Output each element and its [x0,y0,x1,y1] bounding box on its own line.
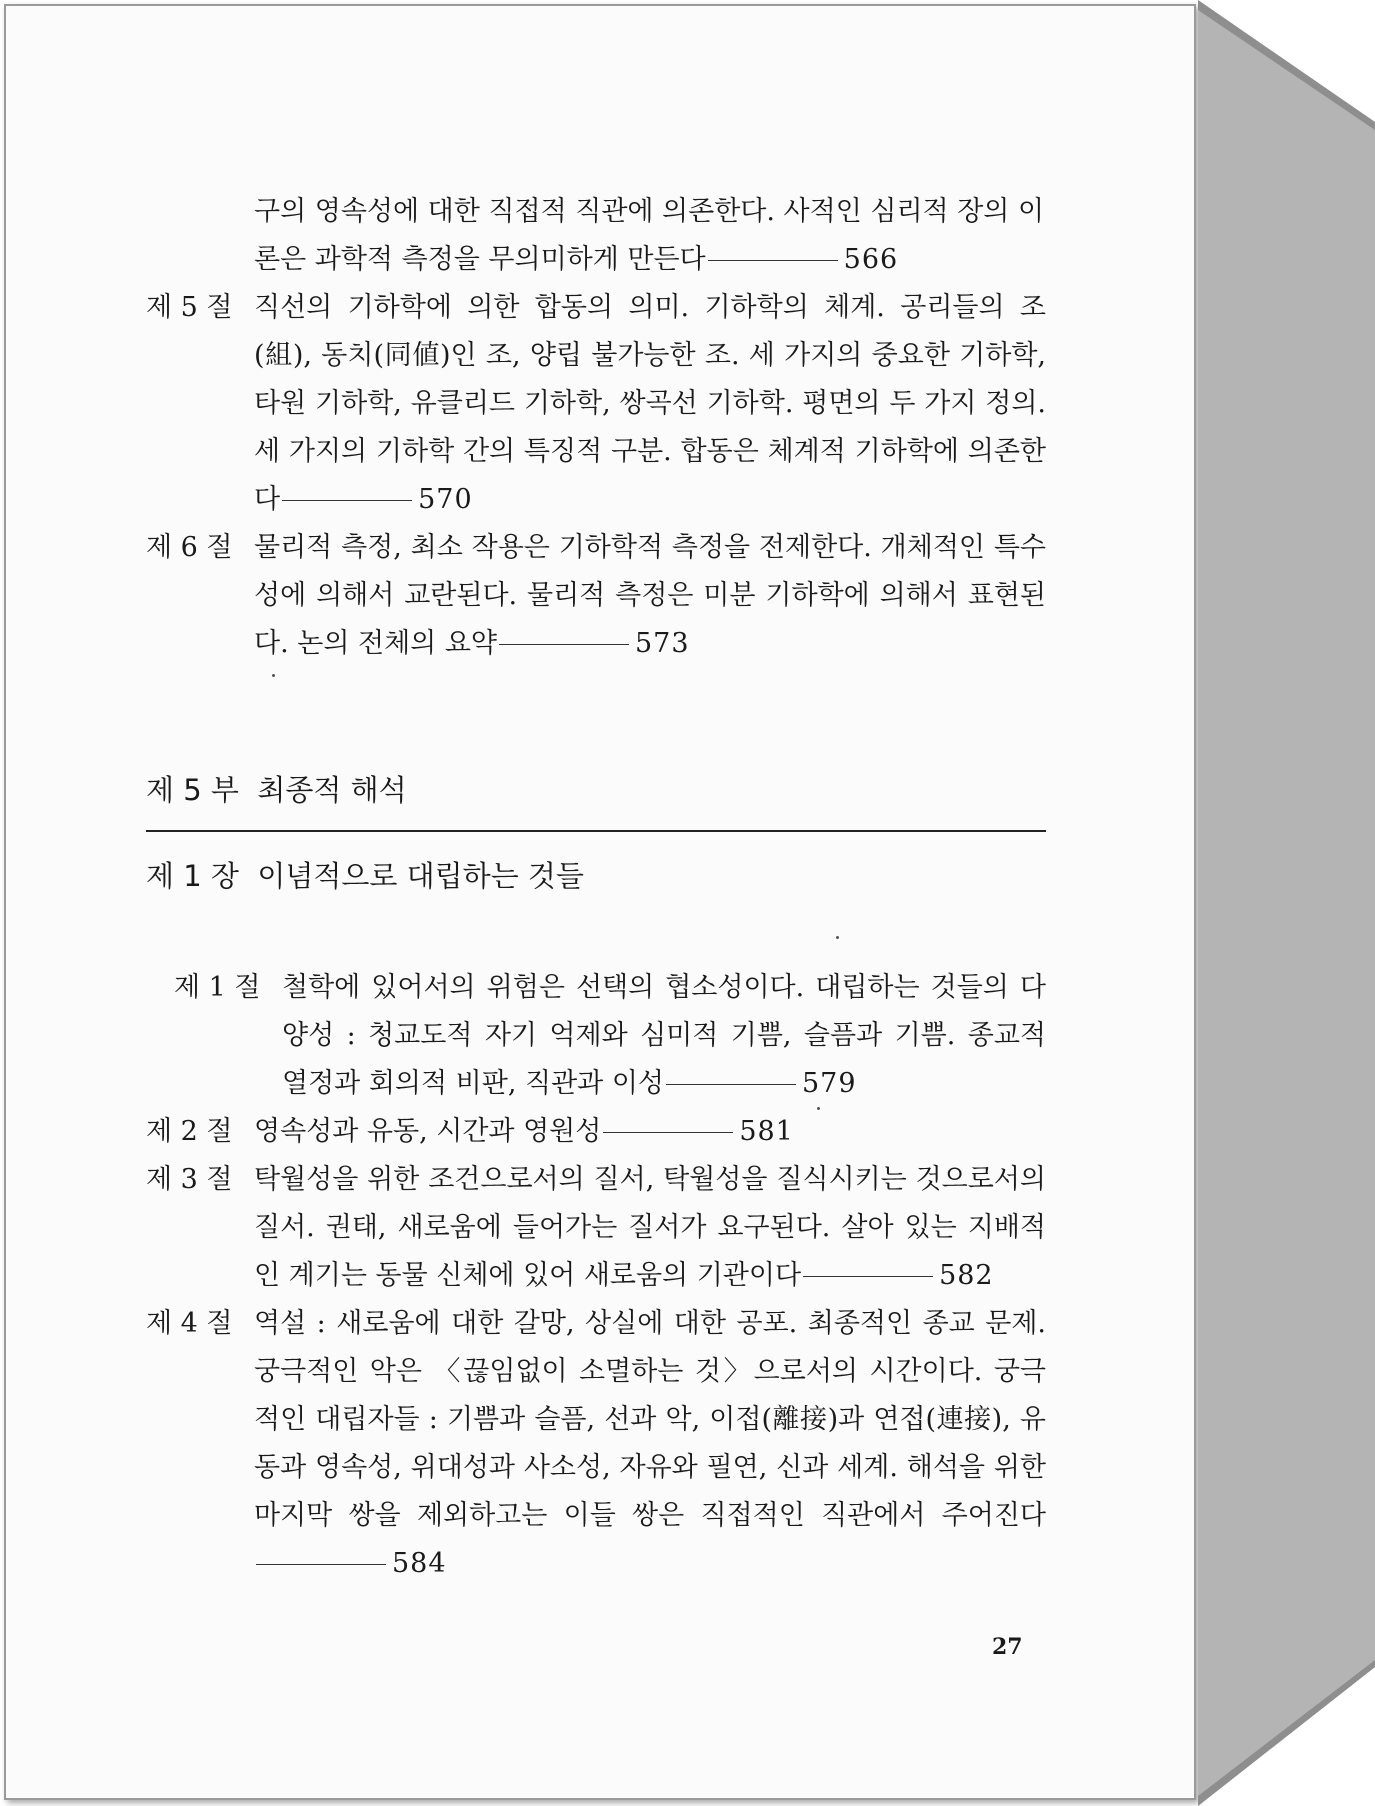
leader-line [803,1276,933,1277]
toc-entry-section6 [146,524,1046,668]
entry-page: 582 [939,1260,994,1291]
entry-text: 영속성과 유동, 시간과 영원성 [254,1116,602,1147]
toc-entry-ch1-section4 [146,1300,1046,1588]
section-label: 제 2 절 [146,1116,233,1147]
book-spine-edge [1196,0,1375,1806]
section-label: 제 5 절 [146,292,233,323]
section-label: 제 6 절 [146,532,233,563]
page-number: 27 [992,1634,1023,1660]
leader-line [499,644,629,645]
scan-speck [272,674,275,677]
leader-line [603,1132,733,1133]
chapter-heading [146,852,1046,900]
leader-line [708,260,838,261]
entry-text: 탁월성을 위한 조건으로서의 질서, 탁월성을 질식시키는 것으로서의 질서. 권태, 새로움에 들어가는 질서가 요구된다. 살아 있는 지배적인 계기는 동물 신체에 있어 새로움의 기관이다 [254,1164,1046,1291]
section-label: 제 1 절 [174,972,261,1003]
leader-line [282,500,412,501]
part-label: 제 5 부 [146,773,239,807]
entry-page: 573 [635,628,690,659]
scan-speck [817,1107,820,1110]
part-heading [146,766,1046,832]
entry-page: 579 [801,1068,857,1099]
entry-page: 581 [739,1116,794,1147]
entry-text: 물리적 측정, 최소 작용은 기하학적 측정을 전제한다. 개체적인 특수성에 의해서 교란된다. 물리적 측정은 미분 기하학에 의해서 표현된다. 논의 전체의 요약 [254,532,1046,659]
entry-text: 직선의 기하학에 의한 합동의 의미. 기하학의 체계. 공리들의 조(組), 동치(同値)인 조, 양립 불가능한 조. 세 가지의 중요한 기하학, 타원 기하학, 유클리드 기하학, 쌍곡선 기하학. 평면의 두 가지 정의. 세 가지의 기하학 간의 특징적 구분. 합동은 체계적 기하학에 의존한다 [254,292,1046,515]
toc-entry-ch1-section2 [146,1108,1046,1156]
leader-line [256,1564,386,1565]
entry-page: 584 [392,1548,447,1579]
chapter-label: 제 1 장 [146,859,239,893]
continuation-entry [146,188,1046,284]
book-page [4,4,1196,1800]
entry-text: 역설 : 새로움에 대한 갈망, 상실에 대한 공포. 최종적인 종교 문제. 궁극적인 악은 〈끊임없이 소멸하는 것〉으로서의 시간이다. 궁극적인 대립자들 : 기쁨과 슬픔, 선과 악, 이접(離接)과 연접(連接), 유동과 영속성, 위대성과 사소성, 자유와 필연, 신과 세계. 해석을 위한 마지막 쌍을 제외하고는 이들 쌍은 직접적인 직관에서 주어진다 [254,1308,1046,1531]
section-label: 제 3 절 [146,1164,233,1195]
entry-page: 566 [843,244,899,275]
section-label: 제 4 절 [146,1308,233,1339]
toc-entry-ch1-section3 [146,1156,1046,1300]
leader-line [666,1084,796,1085]
toc-content [146,188,1046,1588]
scan-speck [836,936,839,939]
toc-entry-ch1-section1 [146,964,1046,1108]
chapter-title: 이념적으로 대립하는 것들 [257,859,584,893]
entry-text: 철학에 있어서의 위험은 선택의 협소성이다. 대립하는 것들의 다양성 : 청교도적 자기 억제와 심미적 기쁨, 슬픔과 기쁨. 종교적 열정과 회의적 비판, 직관과 이성 [282,972,1046,1099]
entry-text: 구의 영속성에 대한 직접적 직관에 의존한다. 사적인 심리적 장의 이론은 과학적 측정을 무의미하게 만든다 [254,196,1045,275]
entry-page: 570 [418,484,473,515]
part-title: 최종적 해석 [257,773,407,807]
toc-entry-section5 [146,284,1046,524]
